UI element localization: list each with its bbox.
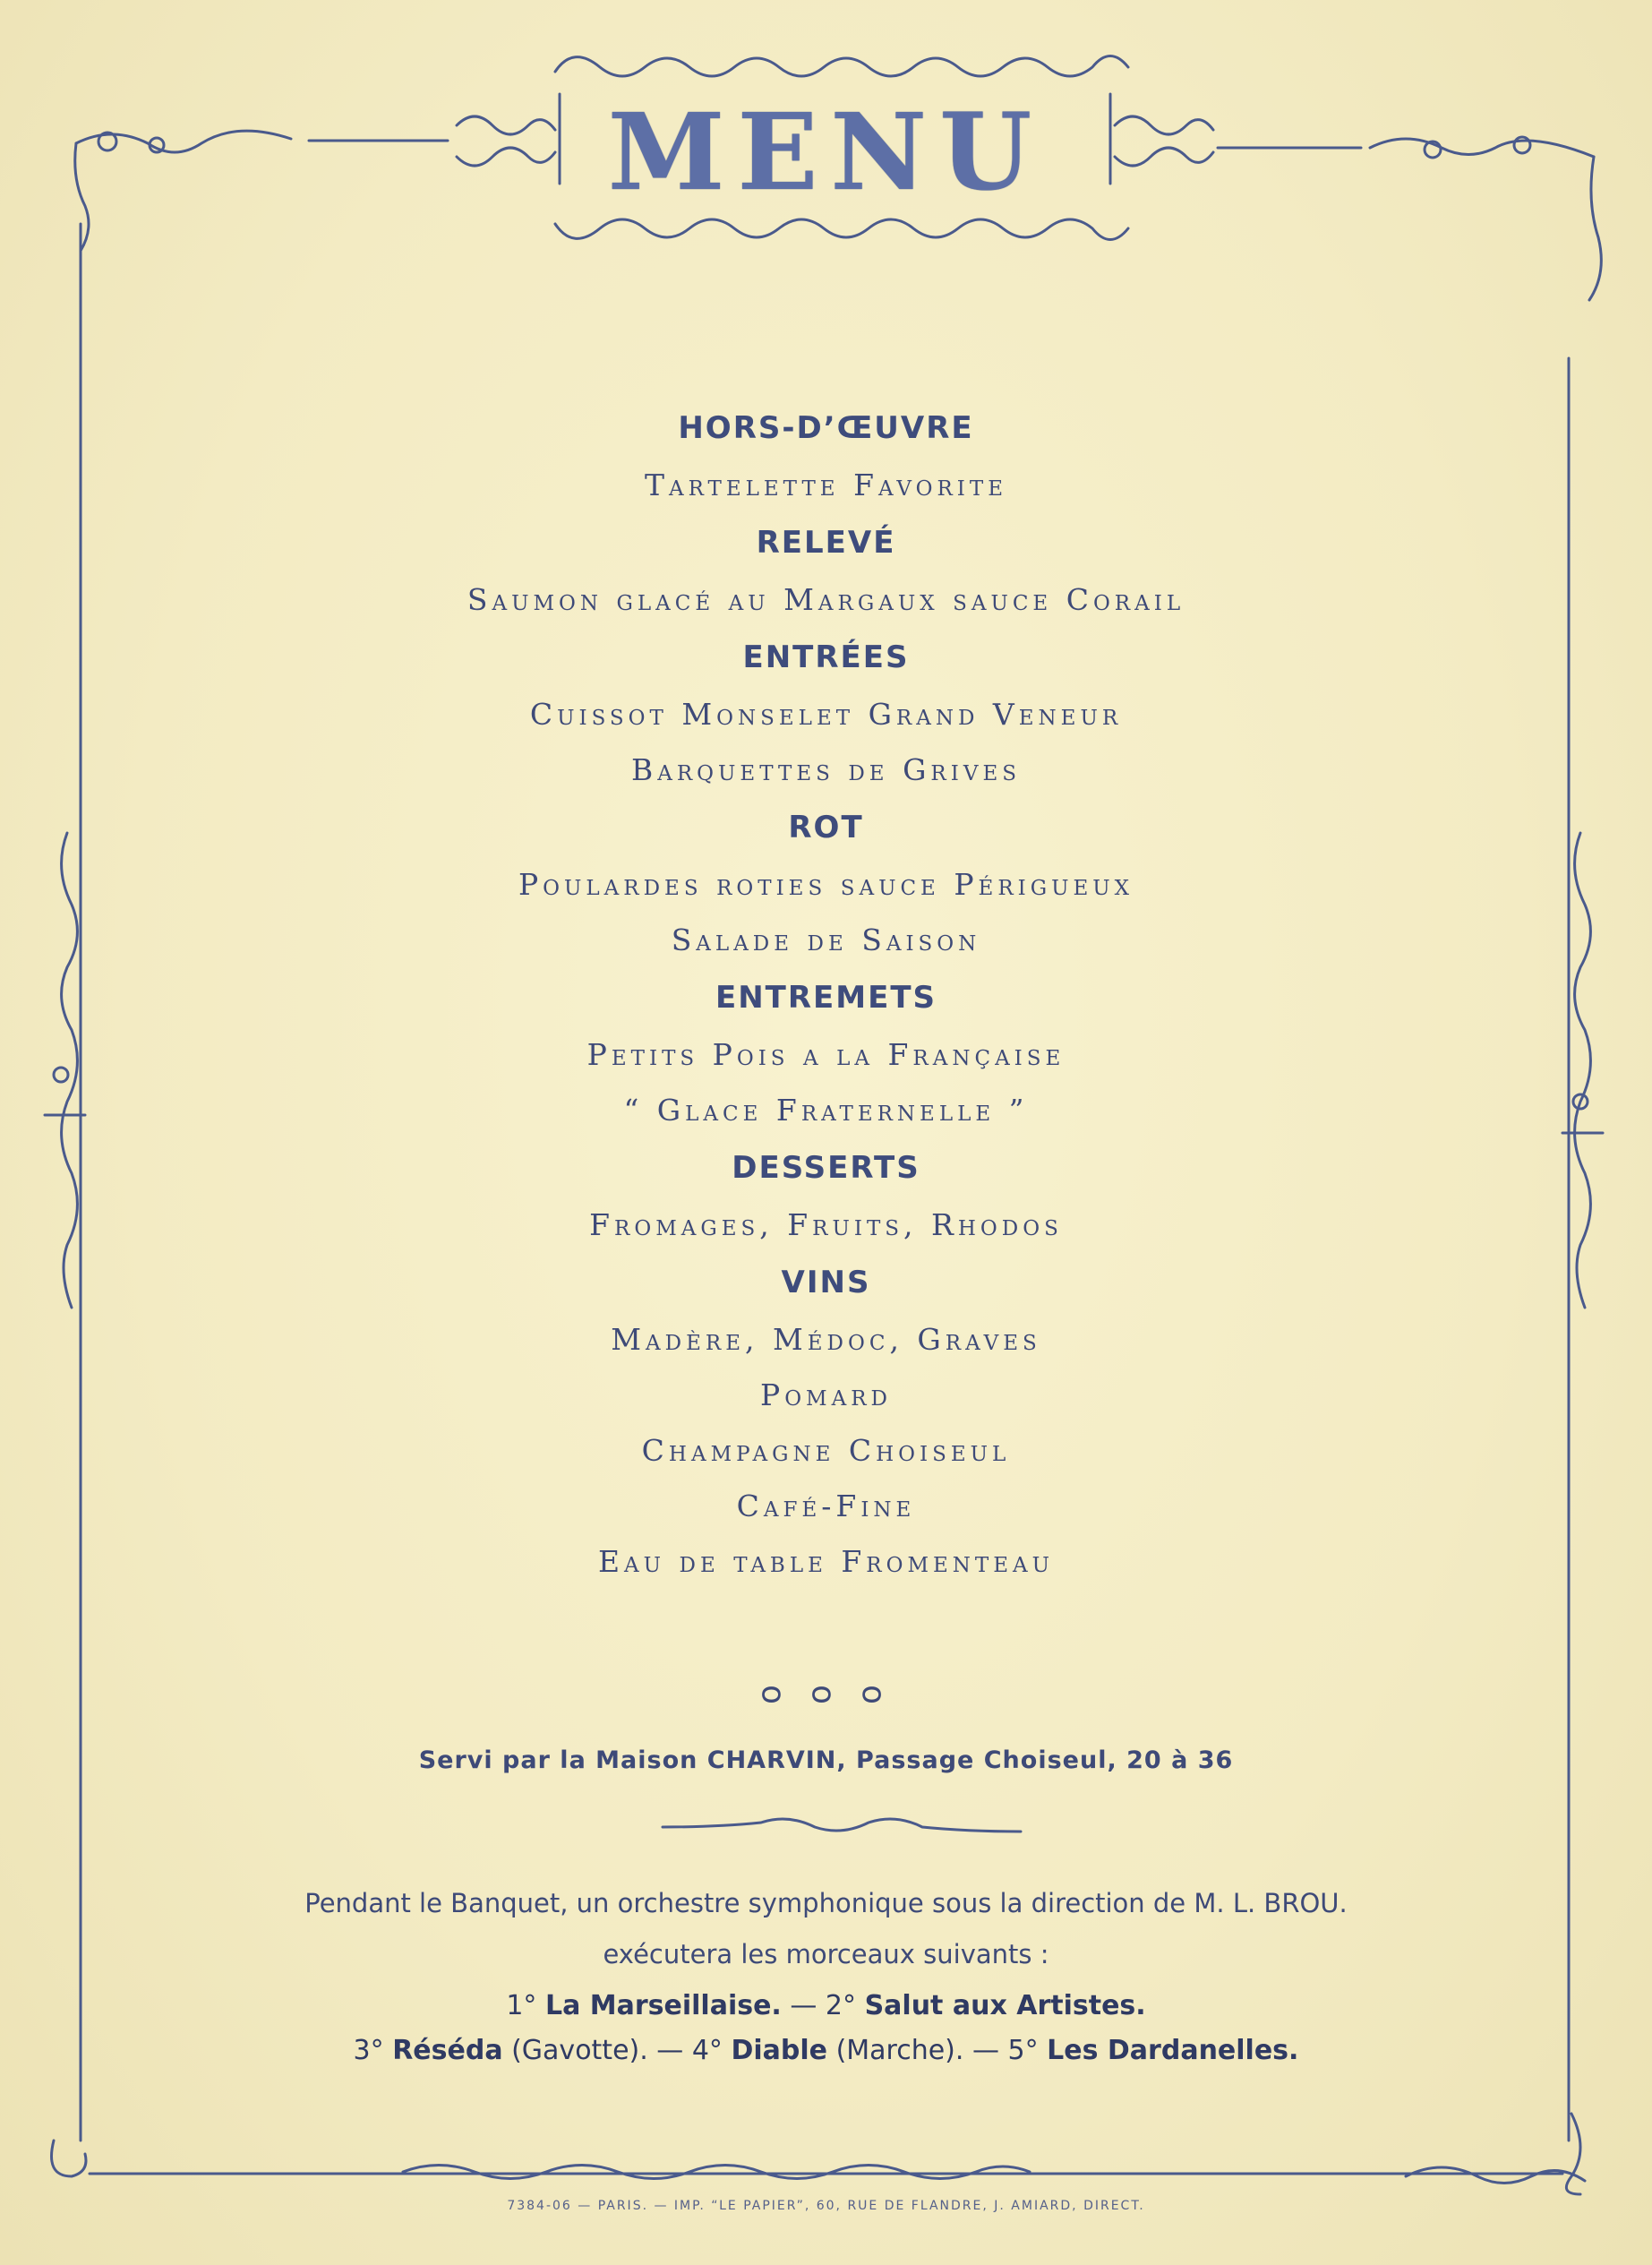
dish-item: Eau de table Fromenteau xyxy=(597,1544,1055,1579)
program-separator-1: — xyxy=(781,1990,826,2021)
program-number-4: 4° xyxy=(691,2035,723,2066)
program-note-4: (Marche). xyxy=(827,2035,964,2066)
course-heading: RELEVÉ xyxy=(756,525,896,561)
menu-title: MENU xyxy=(607,90,1045,214)
dish-item: “ Glace Fraternelle ” xyxy=(623,1093,1029,1128)
program-piece-3: Réséda xyxy=(392,2035,503,2066)
program-number-3: 3° xyxy=(353,2035,384,2066)
dish-item: Salade de Saison xyxy=(671,922,981,957)
course-heading: DESSERTS xyxy=(732,1150,920,1186)
program-note-3: (Gavotte). xyxy=(502,2035,648,2066)
course-heading: VINS xyxy=(781,1265,871,1300)
dish-item: Tartelette Favorite xyxy=(644,468,1008,502)
dish-item: Champagne Choiseul xyxy=(641,1433,1011,1468)
course-heading: ENTRÉES xyxy=(742,639,910,675)
course-heading: HORS-D’ŒUVRE xyxy=(678,410,974,446)
program-piece-5: Les Dardanelles. xyxy=(1047,2035,1299,2066)
program-number-1: 1° xyxy=(506,1990,537,2021)
divider-dots: ᴑ ᴑ ᴑ xyxy=(760,1675,892,1712)
program-separator-3: — xyxy=(963,2035,1008,2066)
printer-imprint: 7384-06 — PARIS. — IMP. “LE PAPIER”, 60, RUE DE FLANDRE, J. AMIARD, DIRECT. xyxy=(507,2199,1145,2213)
program-piece-2: Salut aux Artistes. xyxy=(864,1990,1146,2021)
program-piece-4: Diable xyxy=(731,2035,828,2066)
dish-item: Fromages, Fruits, Rhodos xyxy=(589,1207,1063,1242)
orchestra-line-1: Pendant le Banquet, un orchestre symphonique sous la direction de M. L. BROU. xyxy=(304,1888,1348,1918)
program-separator-2: — xyxy=(647,2035,692,2066)
dish-item: Barquettes de Grives xyxy=(631,752,1021,787)
course-heading: ROT xyxy=(788,810,864,845)
program-piece-1: La Marseillaise. xyxy=(544,1990,782,2021)
courses xyxy=(0,399,1652,1590)
orchestra-line-2: exécutera les morceaux suivants : xyxy=(603,1939,1049,1969)
dish-item: Café-Fine xyxy=(736,1489,916,1523)
dish-item: Poulardes roties sauce Périgueux xyxy=(518,867,1134,902)
course-heading: ENTREMETS xyxy=(715,980,937,1016)
dish-item: Saumon glacé au Margaux sauce Corail xyxy=(466,582,1186,617)
program-line-2 xyxy=(0,2035,1652,2066)
dish-item: Petits Pois a la Française xyxy=(586,1037,1066,1072)
dish-item: Cuissot Monselet Grand Veneur xyxy=(529,697,1123,732)
program-line-1 xyxy=(0,1990,1652,2021)
dish-item: Pomard xyxy=(760,1377,892,1412)
program-number-2: 2° xyxy=(825,1990,857,2021)
program-number-5: 5° xyxy=(1007,2035,1039,2066)
dish-item: Madère, Médoc, Graves xyxy=(611,1322,1041,1357)
caterer-line: Servi par la Maison CHARVIN, Passage Choiseul, 20 à 36 xyxy=(418,1746,1234,1774)
